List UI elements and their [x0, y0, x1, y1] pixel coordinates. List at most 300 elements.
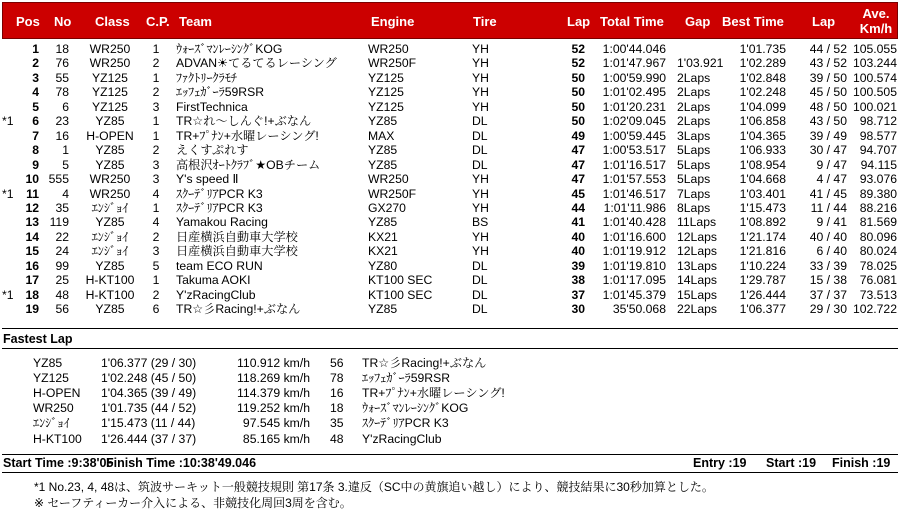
cell-lap: 37 — [571, 287, 585, 302]
col-ave-header-line1: Ave. — [862, 6, 890, 21]
cell-total: 1:01'47.967 — [602, 56, 666, 71]
cell-engine: KX21 — [368, 229, 398, 244]
cell-pos: 16 — [25, 258, 39, 273]
cell-total: 1:01'20.231 — [602, 99, 666, 114]
fastest-speed: 118.269 km/h — [237, 371, 310, 386]
cell-blap: 11 / 44 — [810, 200, 847, 215]
cell-engine: WR250 — [368, 42, 409, 56]
fastest-speed: 110.912 km/h — [237, 356, 310, 370]
section-divider — [2, 454, 898, 455]
cell-pos: 13 — [25, 215, 39, 230]
start-time: Start Time :9:38'05 — [3, 456, 114, 470]
cell-lap: 44 — [571, 200, 585, 215]
cell-cls: YZ85 — [95, 258, 125, 273]
cell-tire: DL — [472, 114, 488, 129]
cell-ave: 93.076 — [859, 172, 897, 187]
table-row — [0, 259, 900, 273]
cell-pos: 15 — [25, 244, 39, 259]
fastest-time: 1'06.377 (29 / 30) — [101, 356, 197, 370]
fastest-no: 48 — [330, 431, 344, 446]
col-gap-header: Gap — [685, 14, 711, 29]
cell-tire: DL — [472, 157, 488, 172]
cell-cp: 6 — [152, 302, 160, 317]
cell-blap: 6 / 40 — [816, 244, 847, 259]
cell-gap: 2Laps — [677, 70, 711, 85]
cell-blap: 41 / 45 — [809, 186, 847, 201]
section-divider — [2, 328, 898, 329]
cell-best: 1'10.224 — [739, 258, 786, 273]
cell-gap: 12Laps — [677, 229, 717, 244]
cell-engine: YZ85 — [368, 143, 398, 158]
cell-pos: 18 — [25, 287, 39, 302]
cell-tire: YH — [472, 70, 489, 85]
cell-engine: KT100 SEC — [368, 287, 433, 302]
cell-best: 1'04.668 — [739, 172, 786, 187]
fastest-team: Y'zRacingClub — [362, 431, 442, 446]
fastest-lap-row — [0, 386, 900, 400]
cell-blap: 48 / 50 — [809, 99, 847, 114]
cell-blap: 40 / 40 — [809, 229, 847, 244]
table-row — [0, 288, 900, 302]
table-row — [0, 42, 900, 56]
cell-gap: 11Laps — [677, 215, 717, 230]
cell-pos: 7 — [32, 128, 39, 143]
cell-ave: 73.513 — [859, 287, 897, 302]
start-count: Start :19 — [766, 456, 817, 470]
cell-gap: 2Laps — [677, 114, 711, 129]
cell-no: 23 — [55, 114, 69, 129]
fastest-no: 78 — [330, 371, 344, 386]
cell-engine: YZ125 — [368, 99, 404, 114]
table-row — [0, 129, 900, 143]
cell-no: 18 — [55, 42, 69, 56]
cell-total: 1:00'59.990 — [602, 70, 666, 85]
cell-gap: 14Laps — [677, 273, 717, 288]
cell-best: 1'08.954 — [739, 157, 786, 172]
cell-blap: 33 / 39 — [809, 258, 847, 273]
cell-cp: 4 — [152, 215, 160, 230]
cell-best: 1'03.401 — [739, 186, 786, 201]
cell-blap: 45 / 50 — [809, 85, 847, 100]
cell-ave: 102.722 — [852, 302, 897, 317]
cell-no: 4 — [62, 186, 69, 201]
cell-engine: WR250F — [368, 186, 417, 201]
cell-team: TR☆彡Racing!+ぶなん — [176, 302, 301, 317]
fastest-no: 16 — [330, 386, 344, 401]
cell-blap: 29 / 30 — [809, 302, 847, 317]
fastest-cls: H-KT100 — [33, 431, 82, 446]
cell-no: 24 — [55, 244, 69, 259]
cell-no: 55 — [55, 70, 69, 85]
table-row — [0, 273, 900, 287]
col-tire-header: Tire — [473, 14, 497, 29]
cell-cp: 1 — [152, 114, 160, 129]
cell-ave: 78.025 — [859, 258, 897, 273]
fastest-lap-title: Fastest Lap — [3, 332, 73, 346]
finish-time: Finish Time :10:38'49.046 — [106, 456, 257, 470]
cell-gap: 5Laps — [677, 143, 711, 158]
cell-total: 1:01'45.379 — [602, 287, 666, 302]
cell-gap: 12Laps — [677, 244, 717, 259]
cell-team: Takuma AOKI — [176, 273, 251, 288]
cell-cp: 1 — [152, 42, 160, 56]
cell-no: 16 — [55, 128, 69, 143]
cell-engine: YZ85 — [368, 114, 398, 129]
fastest-team: TR☆彡Racing!+ぶなん — [362, 356, 487, 370]
cell-cls: ｴﾝｼﾞｮｲ — [91, 244, 129, 259]
cell-total: 1:01'11.986 — [603, 200, 666, 215]
table-row — [0, 201, 900, 215]
fastest-lap-row — [0, 416, 900, 430]
cell-lap: 45 — [571, 186, 585, 201]
fastest-cls: WR250 — [33, 401, 74, 416]
cell-team: ｴｯﾌｪｶﾞｰﾗ59RSR — [176, 85, 265, 100]
cell-blap: 9 / 41 — [816, 215, 847, 230]
cell-cp: 5 — [152, 258, 160, 273]
cell-cls: H-KT100 — [85, 273, 135, 288]
cell-pos: 5 — [32, 99, 39, 114]
cell-lap: 50 — [571, 85, 585, 100]
cell-tire: DL — [472, 128, 488, 143]
cell-ave: 89.380 — [859, 186, 897, 201]
cell-no: 5 — [62, 157, 69, 172]
cell-cls: YZ85 — [95, 157, 125, 172]
cell-cp: 2 — [152, 56, 160, 71]
cell-ave: 81.569 — [859, 215, 897, 230]
cell-lap: 41 — [571, 215, 585, 230]
cell-pos: 10 — [25, 172, 39, 187]
safety-car-note: ※ セーフティーカー介入による、非競技化周回3周を含む。 — [34, 496, 352, 510]
cell-best: 1'04.099 — [739, 99, 786, 114]
cell-lap: 50 — [571, 114, 585, 129]
cell-total: 1:01'40.428 — [602, 215, 666, 230]
cell-gap: 2Laps — [677, 85, 711, 100]
cell-total: 1:01'16.517 — [602, 157, 666, 172]
fastest-lap-row — [0, 432, 900, 446]
cell-lap: 40 — [571, 244, 585, 259]
cell-best: 1'04.365 — [739, 128, 786, 143]
cell-engine: YZ85 — [368, 215, 398, 230]
cell-gap: 22Laps — [677, 302, 717, 317]
cell-lap: 40 — [571, 229, 585, 244]
cell-blap: 39 / 49 — [809, 128, 847, 143]
cell-cp: 1 — [152, 200, 160, 215]
cell-cls: H-KT100 — [85, 287, 135, 302]
cell-cls: YZ85 — [95, 302, 125, 317]
cell-team: FirstTechnica — [176, 99, 248, 114]
cell-total: 1:01'46.517 — [602, 186, 666, 201]
cell-pos: 11 — [26, 186, 39, 201]
section-divider — [2, 348, 898, 349]
col-class-header: Class — [95, 14, 130, 29]
cell-engine: WR250 — [368, 172, 409, 187]
fastest-cls: YZ125 — [33, 371, 69, 386]
cell-lap: 50 — [571, 70, 585, 85]
cell-tire: BS — [472, 215, 489, 230]
fastest-time: 1'02.248 (45 / 50) — [101, 371, 197, 386]
cell-blap: 39 / 50 — [809, 70, 847, 85]
cell-engine: YZ80 — [368, 258, 398, 273]
cell-tire: YH — [472, 42, 489, 56]
cell-cls: YZ125 — [92, 70, 128, 85]
table-row — [0, 187, 900, 201]
cell-engine: MAX — [368, 128, 395, 143]
cell-cls: YZ85 — [95, 215, 125, 230]
table-row — [0, 114, 900, 128]
cell-ave: 100.021 — [852, 99, 897, 114]
cell-best: 1'02.248 — [739, 85, 786, 100]
cell-blap: 43 / 50 — [809, 114, 847, 129]
cell-cls: YZ85 — [95, 143, 125, 158]
cell-gap: 15Laps — [677, 287, 717, 302]
cell-cp: 2 — [152, 143, 160, 158]
finish-count: Finish :19 — [832, 456, 891, 470]
cell-ave: 100.574 — [852, 70, 897, 85]
cell-engine: YZ125 — [368, 85, 404, 100]
col-ave-header — [852, 6, 900, 36]
entry-count: Entry :19 — [693, 456, 747, 470]
cell-team: ｽｸｰﾃﾞﾘｱPCR K3 — [176, 200, 263, 215]
table-row — [0, 100, 900, 114]
section-divider — [2, 472, 898, 473]
results-table-header — [2, 2, 898, 39]
cell-cp: 3 — [152, 244, 160, 259]
cell-engine: WR250F — [368, 56, 417, 71]
cell-no: 22 — [55, 229, 69, 244]
table-row — [0, 172, 900, 186]
fastest-cls: H-OPEN — [33, 386, 81, 401]
cell-lap: 47 — [571, 157, 585, 172]
cell-engine: GX270 — [368, 200, 406, 215]
cell-ave: 98.712 — [859, 114, 897, 129]
cell-team: 日産横浜自動車大学校 — [176, 244, 298, 259]
cell-blap: 43 / 52 — [809, 56, 847, 71]
cell-ave: 105.055 — [852, 42, 897, 56]
fastest-speed: 97.545 km/h — [242, 416, 310, 431]
cell-pos: 9 — [32, 157, 39, 172]
cell-ave: 88.216 — [859, 200, 897, 215]
cell-team: 高根沢ｵｰﾄｸﾗﾌﾞ★OBチーム — [176, 157, 321, 172]
cell-best: 1'02.848 — [739, 70, 786, 85]
col-cp-header: C.P. — [146, 14, 170, 29]
cell-gap: 5Laps — [677, 157, 711, 172]
cell-tire: DL — [472, 273, 488, 288]
fastest-team: ｽｸｰﾃﾞﾘｱPCR K3 — [362, 416, 449, 431]
cell-gap: 1'03.921 — [677, 56, 724, 71]
fastest-team: TR+ﾌﾟﾅﾝ+水曜レーシング! — [362, 386, 505, 401]
cell-best: 1'21.174 — [739, 229, 786, 244]
cell-lap: 52 — [571, 56, 585, 71]
fastest-speed: 119.252 km/h — [237, 401, 310, 416]
cell-tire: YH — [472, 244, 489, 259]
cell-blap: 4 / 47 — [816, 172, 847, 187]
cell-best: 1'21.816 — [739, 244, 786, 259]
cell-mark: *1 — [2, 114, 14, 129]
cell-total: 1:01'19.912 — [602, 244, 666, 259]
cell-cls: H-OPEN — [86, 128, 134, 143]
cell-team: ｽｸｰﾃﾞﾘｱPCR K3 — [176, 186, 263, 201]
cell-mark: *1 — [2, 287, 14, 302]
col-ave-header-line2: Km/h — [859, 21, 893, 36]
cell-engine: YZ125 — [368, 70, 404, 85]
cell-pos: 17 — [25, 273, 39, 288]
cell-total: 1:02'09.045 — [602, 114, 666, 129]
cell-gap: 13Laps — [677, 258, 717, 273]
table-row — [0, 230, 900, 244]
cell-tire: YH — [472, 99, 489, 114]
cell-pos: 3 — [32, 70, 39, 85]
fastest-cls: ｴﾝｼﾞｮｲ — [33, 416, 70, 431]
cell-ave: 100.505 — [852, 85, 897, 100]
cell-engine: YZ85 — [368, 157, 398, 172]
fastest-team: ｳｫｰｽﾞﾏﾝﾚｰｼﾝｸﾞKOG — [362, 401, 469, 416]
cell-team: Y's speed Ⅱ — [176, 172, 239, 187]
table-row — [0, 302, 900, 316]
cell-cp: 2 — [152, 229, 160, 244]
cell-best: 1'26.444 — [739, 287, 786, 302]
cell-cp: 1 — [152, 128, 160, 143]
fastest-speed: 114.379 km/h — [237, 386, 310, 401]
cell-ave: 80.096 — [859, 229, 897, 244]
cell-tire: YH — [472, 186, 489, 201]
cell-cls: WR250 — [89, 42, 131, 56]
cell-team: ﾌｧｸﾄﾘｰｸﾗﾓﾁ — [176, 70, 237, 85]
cell-lap: 47 — [571, 143, 585, 158]
cell-tire: DL — [472, 258, 488, 273]
cell-team: ADVAN☀てるてるレーシング — [176, 56, 337, 71]
table-row — [0, 143, 900, 157]
cell-best: 1'06.858 — [739, 114, 786, 129]
cell-best: 1'06.377 — [739, 302, 786, 317]
cell-cls: YZ85 — [95, 114, 125, 129]
cell-no: 25 — [55, 273, 69, 288]
cell-team: Y'zRacingClub — [176, 287, 256, 302]
cell-cp: 3 — [152, 172, 160, 187]
fastest-cls: YZ85 — [33, 356, 63, 370]
cell-no: 99 — [55, 258, 69, 273]
cell-total: 1:00'59.445 — [602, 128, 666, 143]
cell-gap: 8Laps — [677, 200, 711, 215]
cell-tire: DL — [472, 287, 488, 302]
cell-team: TR☆れ〜しんぐ!+ぶなん — [176, 114, 312, 129]
table-row — [0, 158, 900, 172]
cell-team: Yamakou Racing — [176, 215, 268, 230]
cell-pos: 4 — [32, 85, 39, 100]
table-row — [0, 56, 900, 70]
cell-total: 1:01'19.810 — [602, 258, 666, 273]
cell-pos: 12 — [25, 200, 39, 215]
fastest-time: 1'01.735 (44 / 52) — [101, 401, 197, 416]
cell-ave: 94.115 — [860, 157, 897, 172]
cell-cls: WR250 — [89, 172, 131, 187]
cell-gap: 5Laps — [677, 172, 711, 187]
cell-best: 1'08.892 — [739, 215, 786, 230]
fastest-speed: 85.165 km/h — [242, 431, 310, 446]
cell-total: 1:01'57.553 — [602, 172, 666, 187]
fastest-time: 1'04.365 (39 / 49) — [101, 386, 197, 401]
cell-cp: 3 — [152, 157, 160, 172]
cell-lap: 49 — [571, 128, 585, 143]
cell-team: TR+ﾌﾟﾅﾝ+水曜レーシング! — [176, 128, 319, 143]
table-row — [0, 244, 900, 258]
cell-total: 1:00'44.046 — [602, 42, 666, 56]
cell-ave: 103.244 — [852, 56, 897, 71]
cell-pos: 2 — [32, 56, 39, 71]
cell-engine: YZ85 — [368, 302, 398, 317]
cell-lap: 50 — [571, 99, 585, 114]
col-lap-header: Lap — [567, 14, 591, 29]
cell-mark: *1 — [2, 186, 14, 201]
cell-total: 1:01'02.495 — [602, 85, 666, 100]
col-total-time-header: Total Time — [600, 14, 664, 29]
cell-tire: YH — [472, 200, 489, 215]
cell-pos: 6 — [32, 114, 39, 129]
cell-blap: 44 / 52 — [809, 42, 847, 56]
col-no-header: No — [54, 14, 72, 29]
cell-total: 35'50.068 — [612, 302, 666, 317]
cell-pos: 14 — [25, 229, 39, 244]
cell-tire: DL — [472, 302, 488, 317]
cell-tire: YH — [472, 56, 489, 71]
cell-team: ｳｫｰｽﾞﾏﾝﾚｰｼﾝｸﾞKOG — [176, 42, 283, 56]
cell-lap: 47 — [571, 172, 585, 187]
cell-ave: 80.024 — [859, 244, 897, 259]
cell-engine: KX21 — [368, 244, 398, 259]
cell-blap: 15 / 38 — [809, 273, 847, 288]
cell-lap: 52 — [571, 42, 585, 56]
cell-cls: ｴﾝｼﾞｮｲ — [91, 200, 129, 215]
cell-no: 6 — [62, 99, 69, 114]
cell-gap: 3Laps — [677, 128, 711, 143]
fastest-no: 56 — [330, 356, 344, 370]
cell-cls: YZ125 — [92, 99, 128, 114]
cell-cls: YZ125 — [92, 85, 128, 100]
col-team-header: Team — [179, 14, 212, 29]
cell-pos: 8 — [32, 143, 39, 158]
col-pos-header: Pos — [16, 14, 40, 29]
cell-total: 1:01'16.600 — [602, 229, 666, 244]
cell-ave: 98.577 — [859, 128, 897, 143]
penalty-note: *1 No.23, 4, 48は、筑波サーキット一般競技規則 第17条 3.違反（SC中の黄旗追い越し）により、競技結果に30秒加算とした。 — [34, 480, 714, 494]
cell-gap: 2Laps — [677, 99, 711, 114]
table-row — [0, 71, 900, 85]
col-best-lap-header: Lap — [812, 14, 836, 29]
cell-team: えくすぷれす — [176, 143, 249, 158]
fastest-no: 35 — [330, 416, 344, 431]
fastest-lap-row — [0, 371, 900, 385]
fastest-lap-row — [0, 401, 900, 415]
fastest-time: 1'26.444 (37 / 37) — [101, 431, 197, 446]
cell-best: 1'01.735 — [739, 42, 786, 56]
cell-no: 76 — [55, 56, 69, 71]
cell-best: 1'06.933 — [739, 143, 786, 158]
cell-no: 119 — [49, 215, 69, 230]
cell-gap: 7Laps — [677, 186, 711, 201]
cell-ave: 94.707 — [859, 143, 897, 158]
cell-no: 555 — [48, 172, 69, 187]
cell-pos: 19 — [25, 302, 39, 317]
cell-blap: 30 / 47 — [809, 143, 847, 158]
cell-best: 1'15.473 — [739, 200, 786, 215]
cell-tire: YH — [472, 229, 489, 244]
cell-engine: KT100 SEC — [368, 273, 433, 288]
cell-blap: 9 / 47 — [816, 157, 847, 172]
fastest-team: ｴｯﾌｪｶﾞｰﾗ59RSR — [362, 371, 451, 386]
cell-cls: WR250 — [89, 186, 131, 201]
cell-pos: 1 — [32, 42, 39, 56]
col-engine-header: Engine — [371, 14, 415, 29]
cell-lap: 30 — [571, 302, 585, 317]
